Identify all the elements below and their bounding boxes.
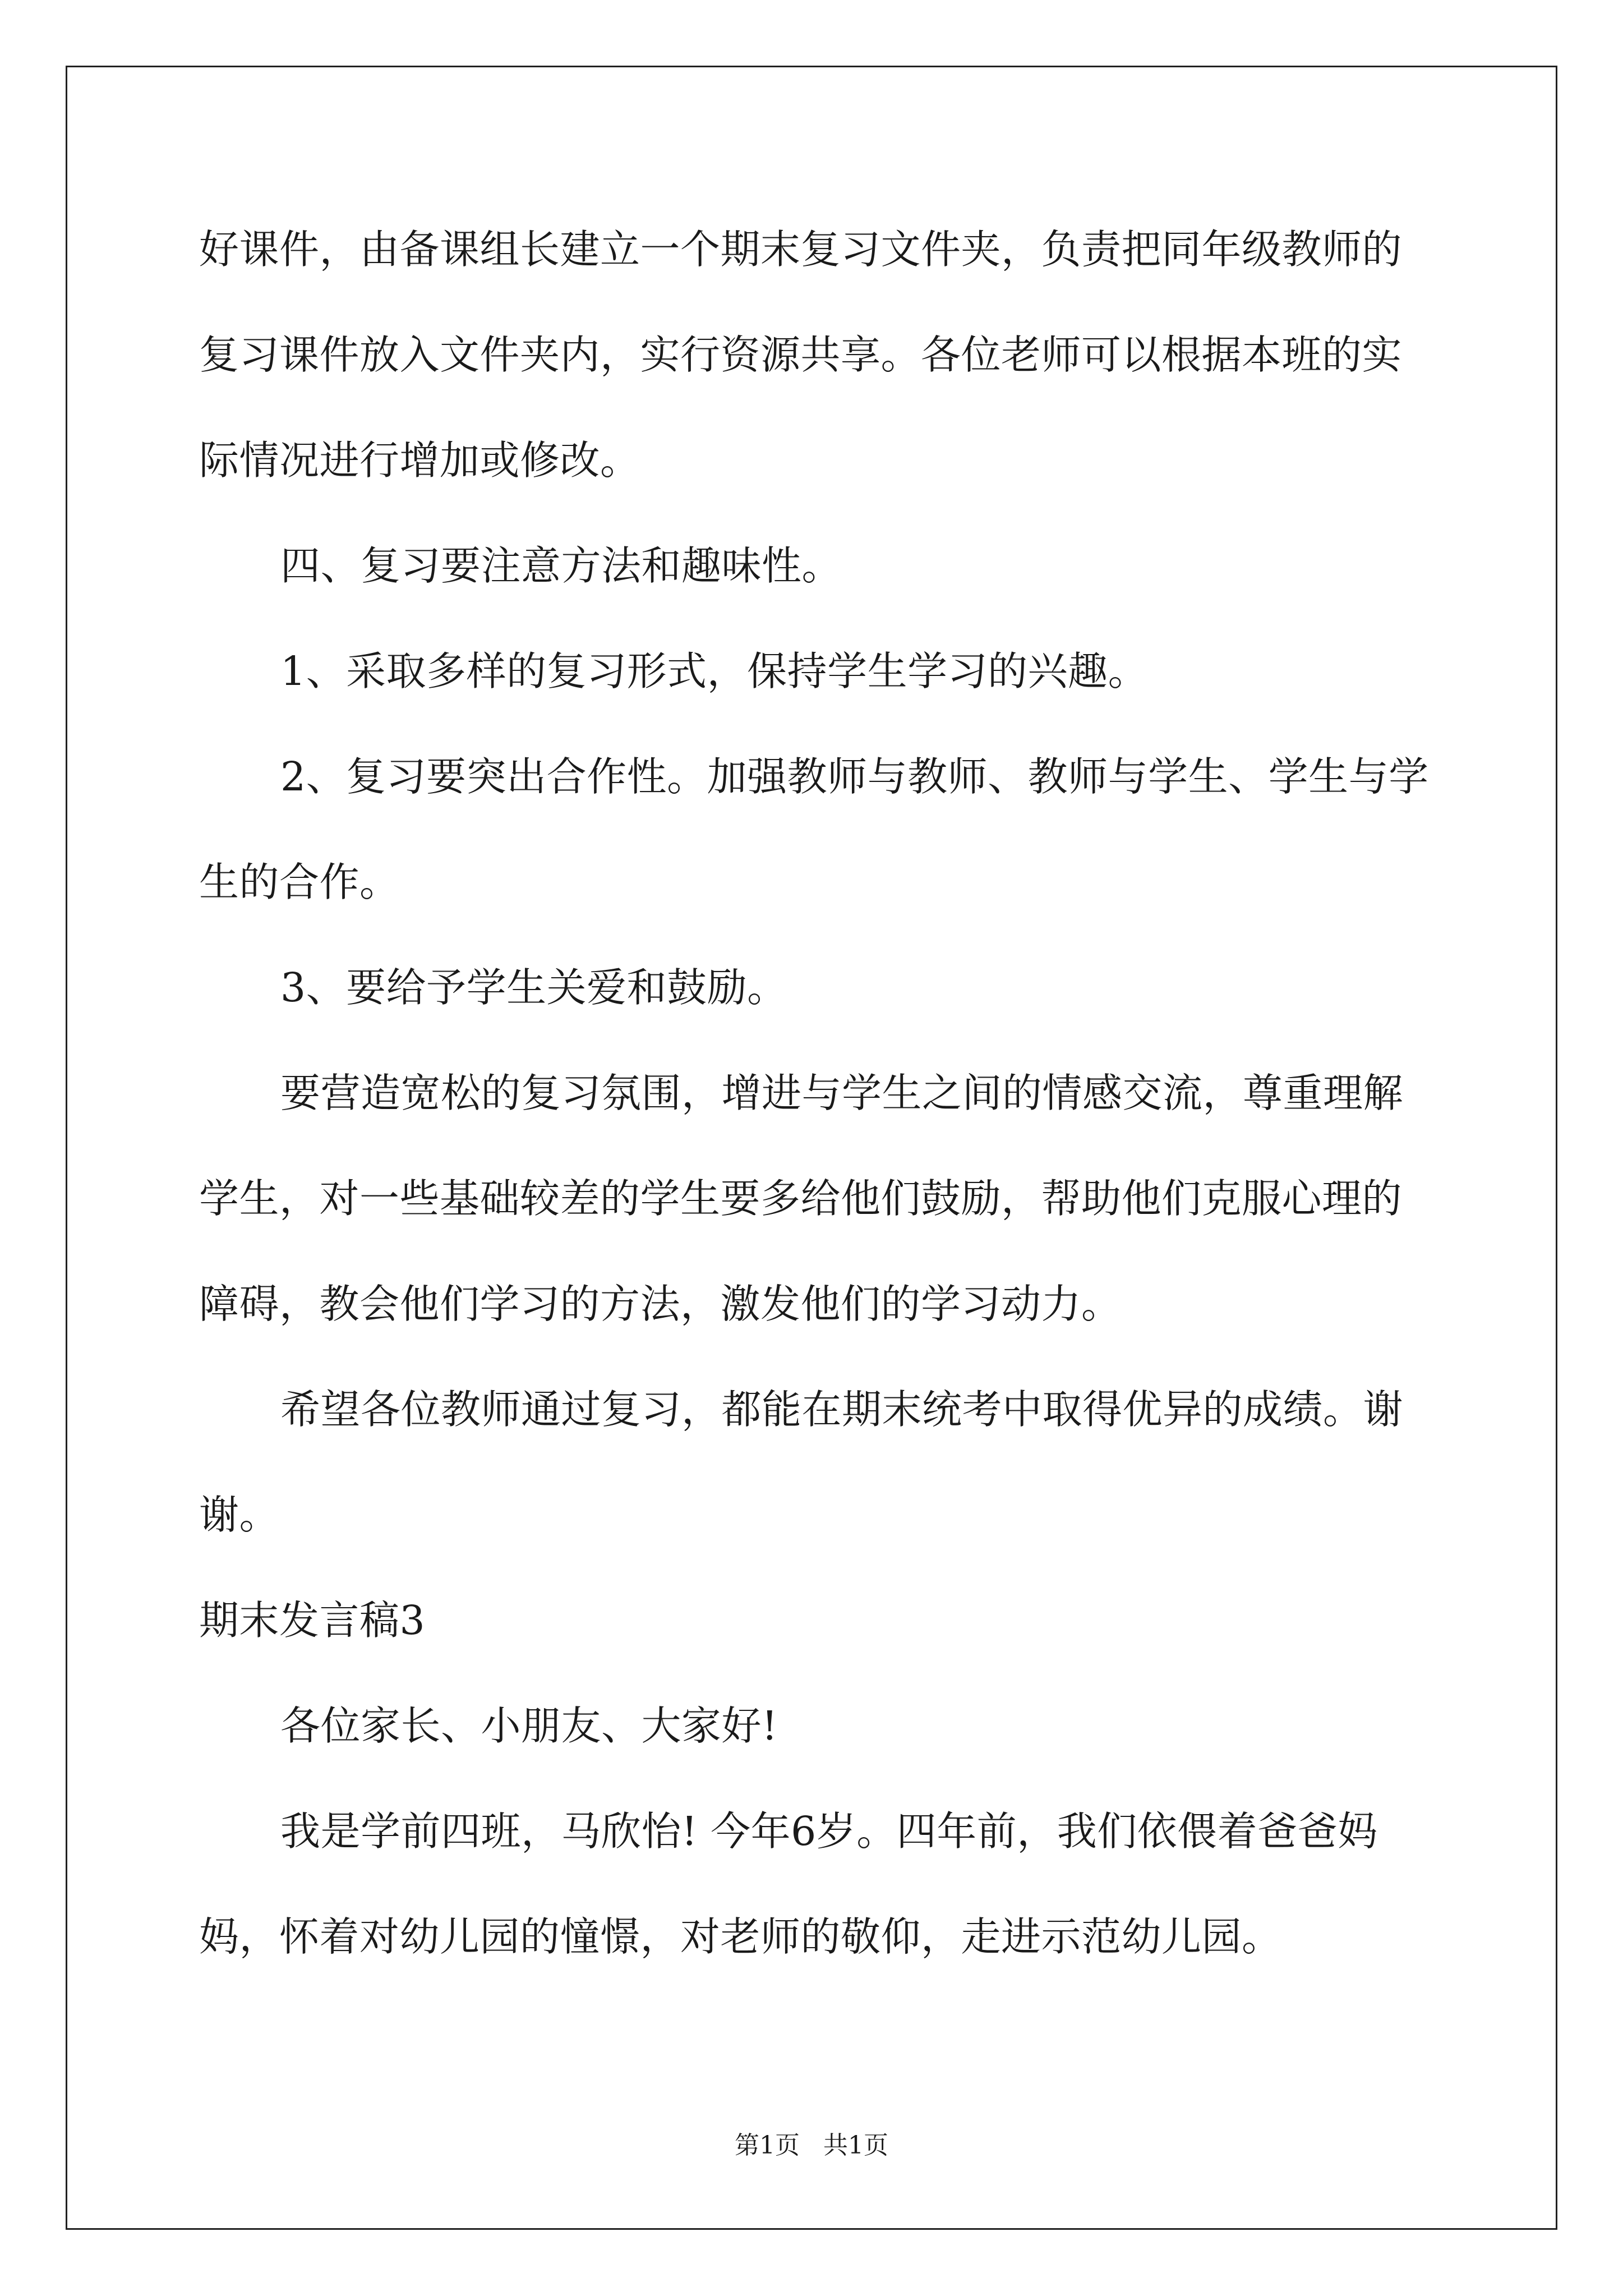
document-title: 期末发言稿3: [199, 1597, 426, 1644]
list-item: 1、采取多样的复习形式，保持学生学习的兴趣。: [280, 648, 1149, 694]
paragraph-line: 复习课件放入文件夹内，实行资源共享。各位老师可以根据本班的实: [199, 332, 1403, 378]
paragraph-line: 我是学前四班，马欣怡! 今年6岁。四年前，我们依偎着爸爸妈: [280, 1808, 1378, 1855]
page-footer: 第1页 共1页: [735, 2131, 888, 2160]
paragraph-line: 希望各位教师通过复习，都能在期末统考中取得优异的成绩。谢: [280, 1386, 1404, 1433]
paragraph-line: 学生，对一些基础较差的学生要多给他们鼓励，帮助他们克服心理的: [199, 1175, 1403, 1222]
paragraph-line: 生的合作。: [199, 859, 400, 905]
paragraph-line: 谢。: [199, 1492, 280, 1538]
greeting-line: 各位家长、小朋友、大家好!: [280, 1703, 778, 1749]
paragraph-line: 妈，怀着对幼儿园的憧憬，对老师的敬仰，走进示范幼儿园。: [199, 1913, 1282, 1960]
list-item: 3、要给予学生关爱和鼓励。: [280, 964, 787, 1011]
paragraph-line: 障碍，教会他们学习的方法，激发他们的学习动力。: [199, 1281, 1122, 1327]
page-border: [66, 66, 1557, 2230]
paragraph-line: 际情况进行增加或修改。: [199, 437, 640, 484]
paragraph-line: 要营造宽松的复习氛围，增进与学生之间的情感交流，尊重理解: [280, 1070, 1404, 1116]
paragraph-line: 好课件，由备课组长建立一个期末复习文件夹，负责把同年级教师的: [199, 226, 1403, 273]
list-item: 2、复习要突出合作性。加强教师与教师、教师与学生、学生与学: [280, 753, 1429, 800]
section-heading: 四、复习要注意方法和趣味性。: [280, 542, 842, 589]
